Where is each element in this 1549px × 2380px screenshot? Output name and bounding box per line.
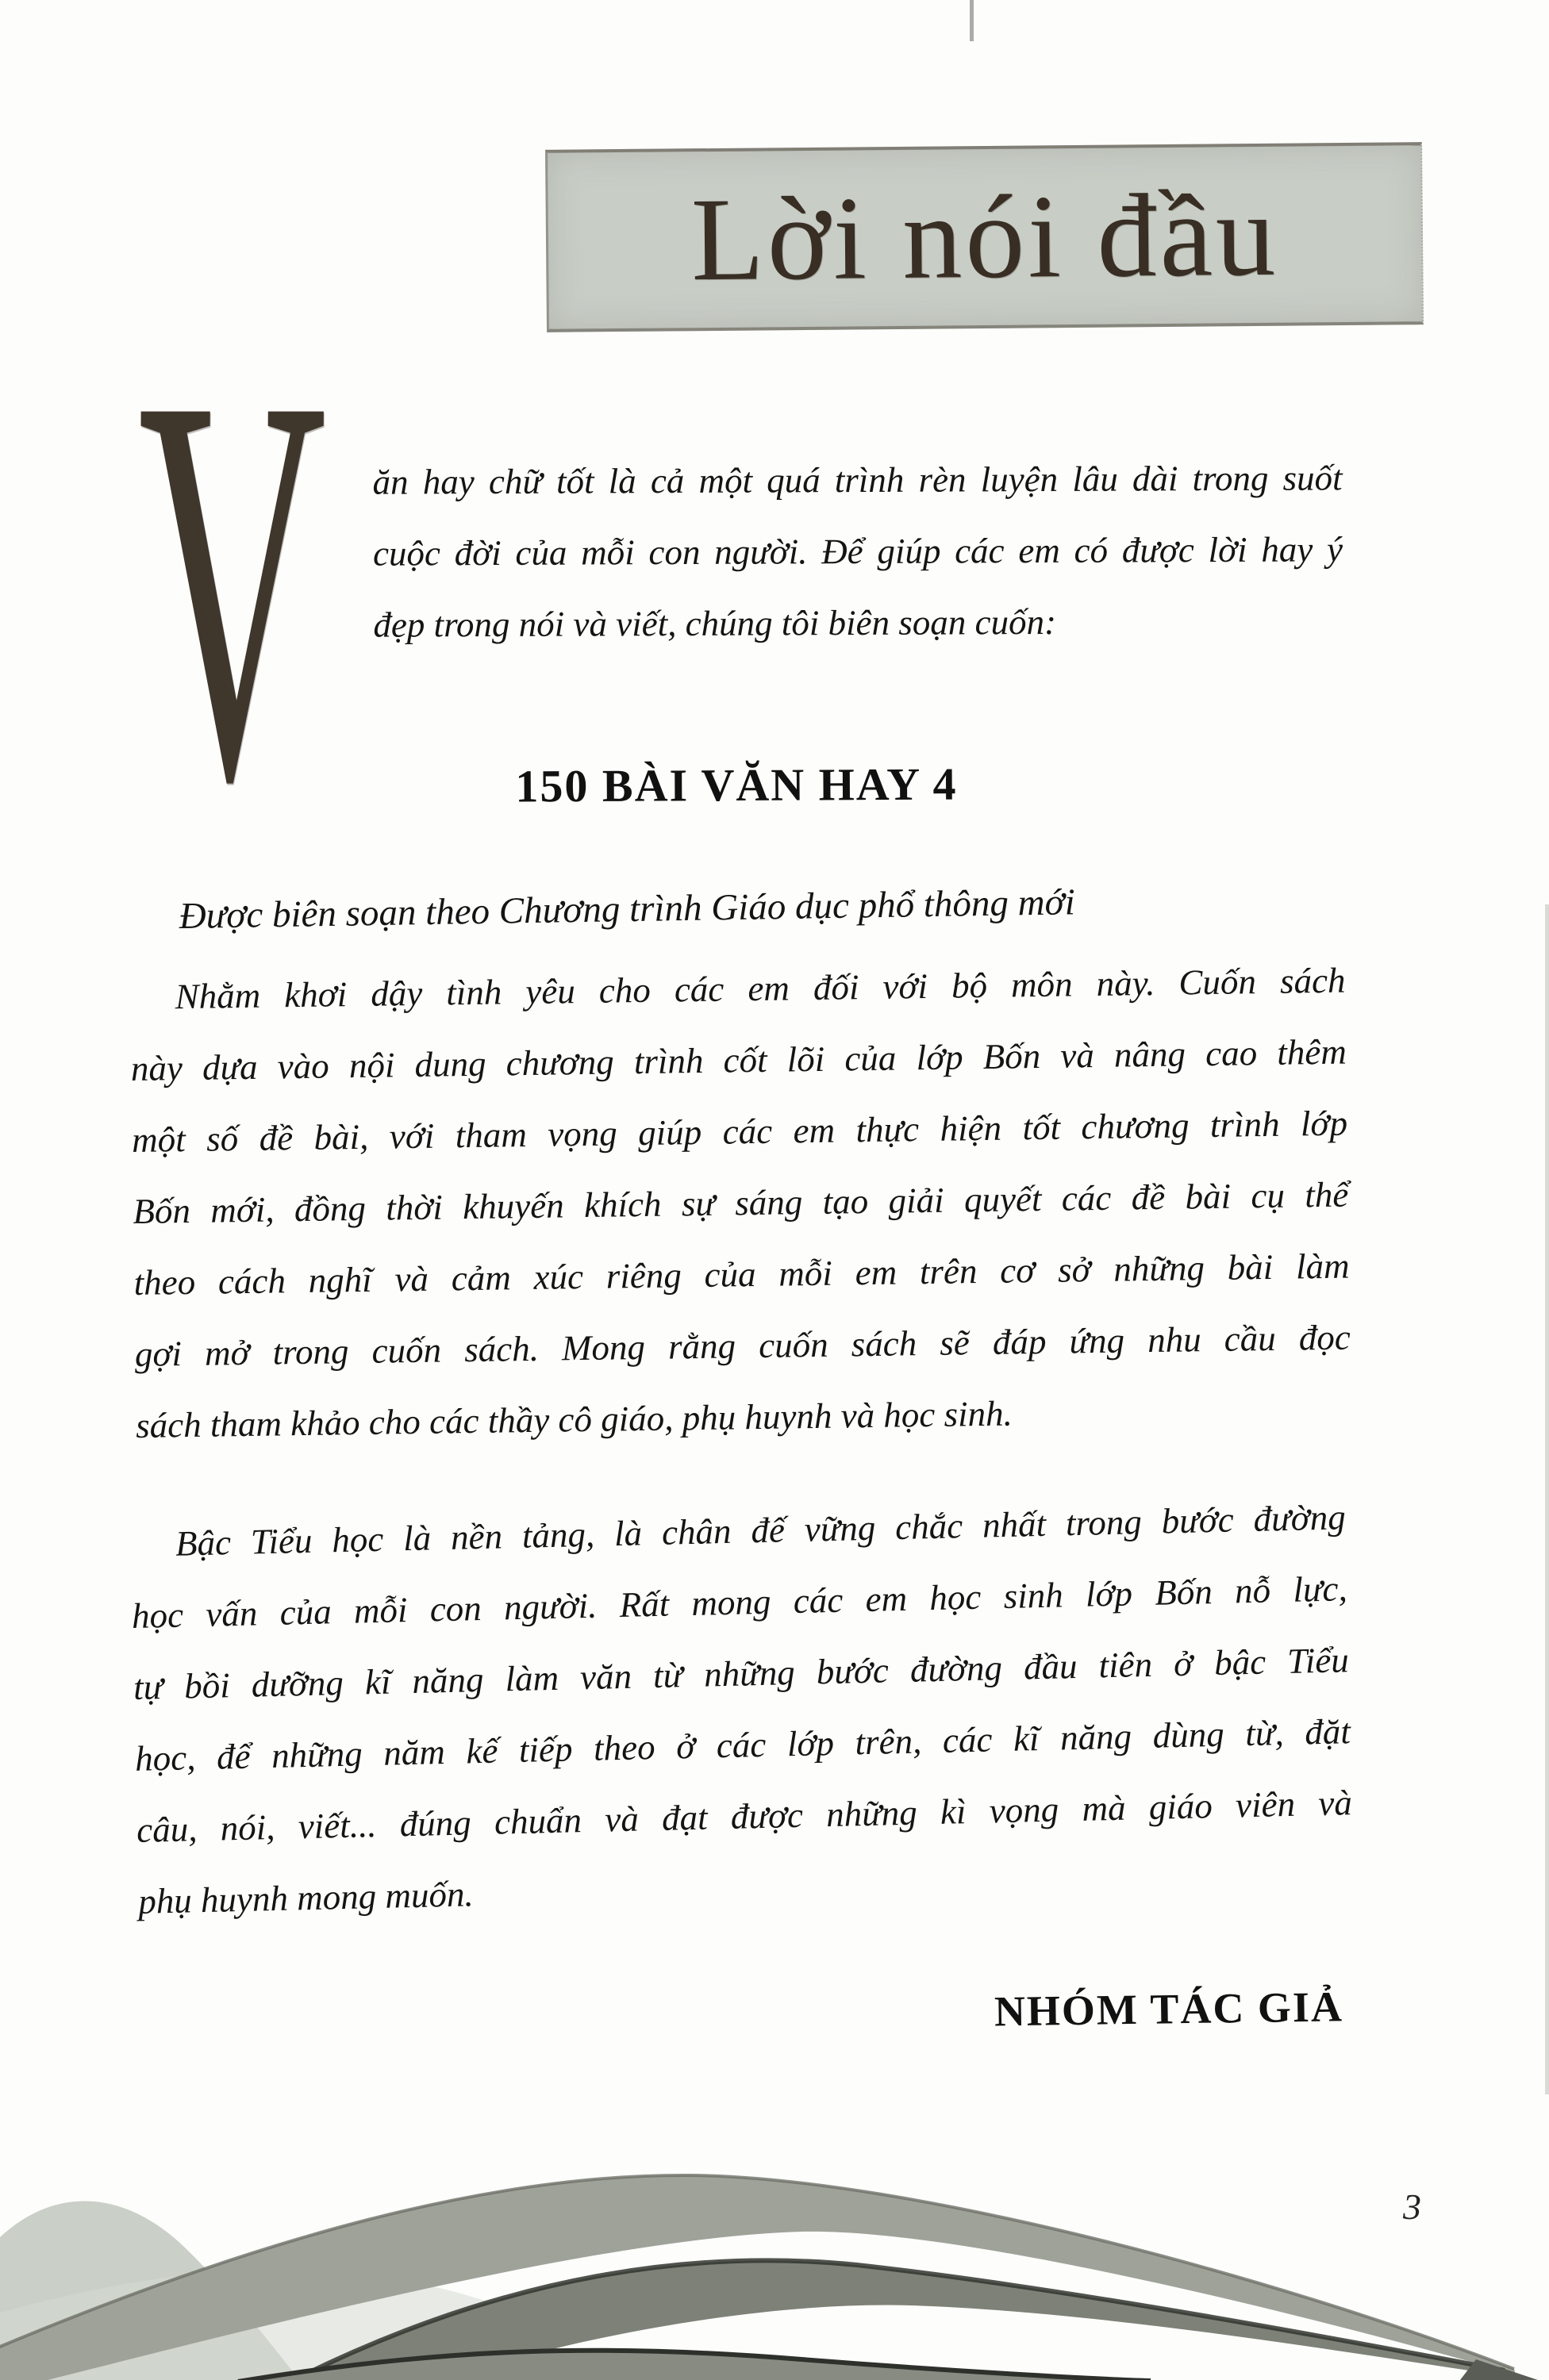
page-number: 3 [1403,2186,1421,2227]
text-line: phụ huynh mong muốn. [137,1874,475,1921]
text-line: Bốn mới, đồng thời khuyến khích sự sáng tạo giải quyết các đề bài cụ thể [133,1174,1349,1231]
text-line: tự bồi dưỡng kĩ năng làm văn từ những bước đường đầu tiên ở bậc Tiểu [133,1640,1350,1707]
decorative-swoosh-graphic [0,2118,1549,2380]
text-line: học, để những năm kế tiếp theo ở các lớp trên, các kĩ năng dùng từ, đặt [134,1711,1351,1779]
drop-cap: V [133,281,328,896]
text-line: Bậc Tiểu học là nền tảng, là chân đế vững chắc nhất trong bước đường [175,1497,1347,1564]
text-line: câu, nói, viết... đúng chuẩn và đạt được những kì vọng mà giáo viên và [136,1783,1353,1850]
text-line: theo cách nghĩ và cảm xúc riêng của mỗi em trên cơ sở những bài làm [133,1246,1350,1303]
text-line: ăn hay chữ tốt là cả một quá trình rèn luyện lâu dài trong suốt [372,458,1343,502]
chapter-title: Lời nói đầu [690,168,1279,306]
scan-artifact-mark [970,0,974,41]
text-line: học vấn của mỗi con người. Rất mong các em học sinh lớp Bốn nỗ lực, [131,1568,1348,1636]
intro-paragraph [372,442,1343,660]
chapter-banner [545,142,1424,332]
edition-subtitle: Được biên soạn theo Chương trình Giáo dục phổ thông mới [179,881,1076,937]
body-paragraph-1 [129,945,1352,1461]
book-title: 150 BÀI VĂN HAY 4 [515,758,958,812]
text-line: gợi mở trong cuốn sách. Mong rằng cuốn sách sẽ đáp ứng nhu cầu đọc [134,1317,1351,1374]
text-line: đẹp trong nói và viết, chúng tôi biên soạn cuốn: [373,601,1057,645]
text-line: cuộc đời của mỗi con người. Để giúp các em có được lời hay ý [372,529,1343,574]
text-line: này dựa vào nội dung chương trình cốt lõi của lớp Bốn và nâng cao thêm [130,1031,1347,1088]
scan-edge-shadow [1545,904,1549,2094]
text-line: sách tham khảo cho các thầy cô giáo, phụ huynh và học sinh. [135,1393,1013,1445]
author-signature: NHÓM TÁC GIẢ [994,1983,1344,2036]
body-paragraph-2 [129,1481,1355,1937]
text-line: Nhằm khơi dậy tình yêu cho các em đối với bộ môn này. Cuốn sách [175,960,1346,1017]
text-line: một số đề bài, với tham vọng giúp các em thực hiện tốt chương trình lớp [131,1103,1348,1160]
